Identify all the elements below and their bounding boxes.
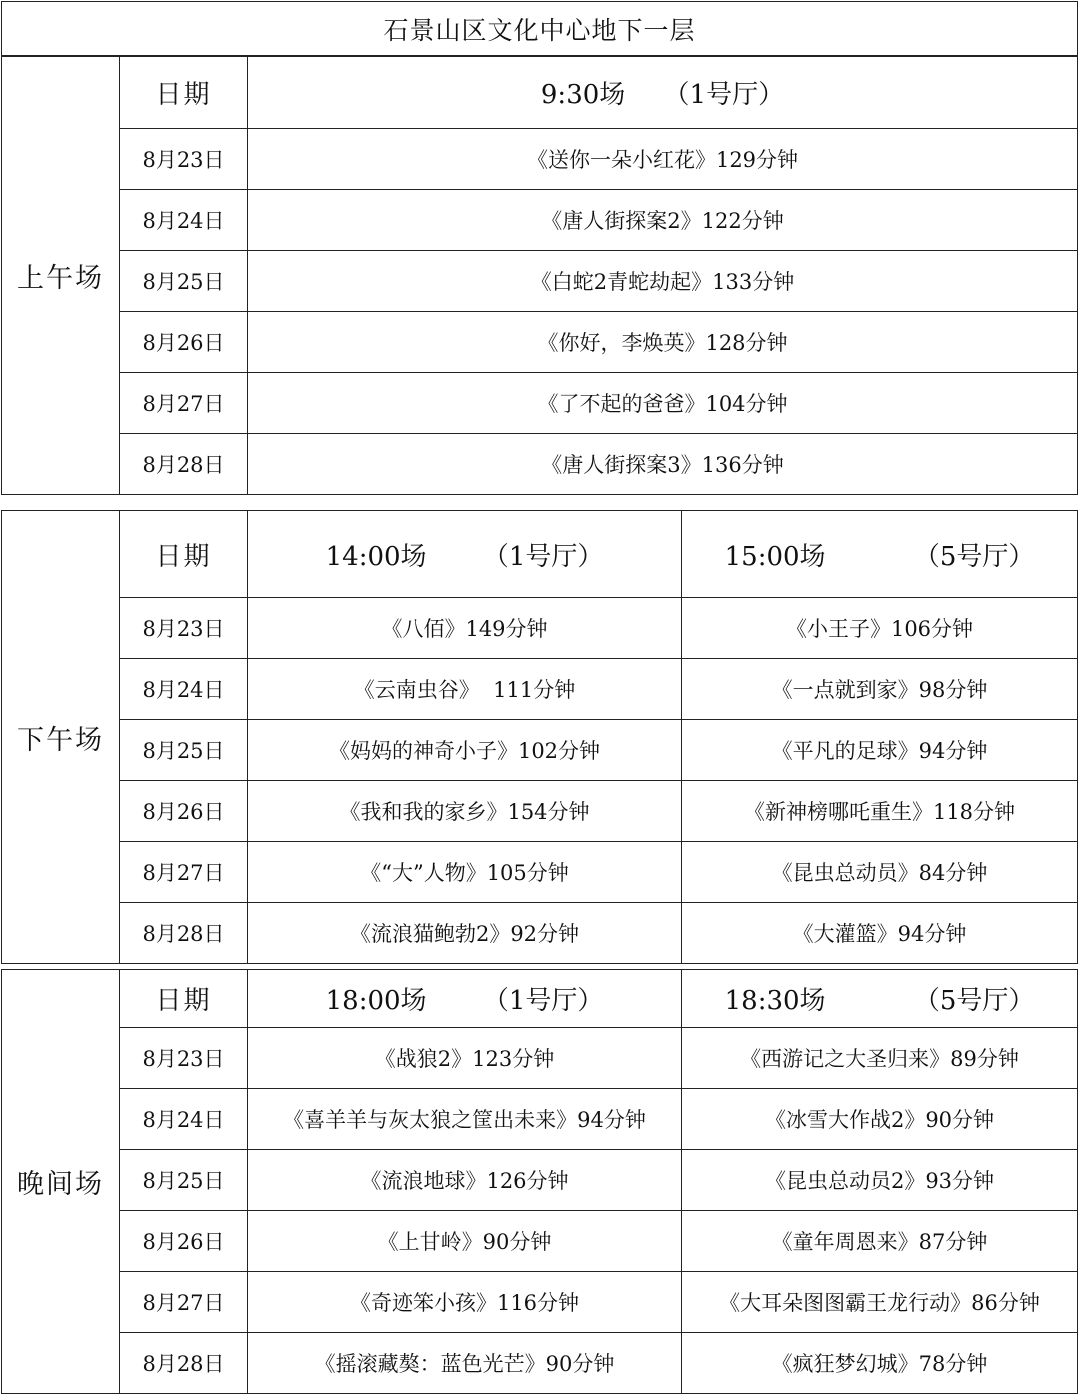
film-cell: 《西游记之大圣归来》89分钟 (682, 1028, 1078, 1089)
date-cell: 8月27日 (120, 373, 248, 434)
film-cell: 《“大”人物》105分钟 (248, 842, 682, 903)
table-row (2, 1272, 1078, 1333)
table-row (2, 373, 1078, 434)
section-label-evening: 晚间场 (2, 970, 120, 1394)
morning-schedule-table (1, 55, 1078, 495)
slot-header (682, 511, 1078, 598)
film-cell: 《云南虫谷》 111分钟 (248, 659, 682, 720)
date-cell: 8月28日 (120, 1333, 248, 1394)
section-label-morning: 上午场 (2, 56, 120, 495)
table-row (2, 251, 1078, 312)
table-row (2, 190, 1078, 251)
film-cell: 《小王子》106分钟 (682, 598, 1078, 659)
date-header: 日期 (120, 970, 248, 1028)
film-cell: 《摇滚藏獒：蓝色光芒》90分钟 (248, 1333, 682, 1394)
date-cell: 8月23日 (120, 1028, 248, 1089)
table-row (2, 312, 1078, 373)
slot-time: 18:00场 (325, 986, 427, 1016)
date-cell: 8月24日 (120, 659, 248, 720)
film-cell: 《新神榜哪吒重生》118分钟 (682, 781, 1078, 842)
page-title: 石景山区文化中心地下一层 (2, 2, 1078, 57)
table-row (2, 1089, 1078, 1150)
date-cell: 8月26日 (120, 781, 248, 842)
date-cell: 8月27日 (120, 1272, 248, 1333)
film-cell: 《八佰》149分钟 (248, 598, 682, 659)
slot-time: 15:00场 (724, 541, 826, 572)
film-cell: 《大灌篮》94分钟 (682, 903, 1078, 964)
film-cell: 《喜羊羊与灰太狼之筐出未来》94分钟 (248, 1089, 682, 1150)
film-cell: 《大耳朵图图霸王龙行动》86分钟 (682, 1272, 1078, 1333)
date-cell: 8月25日 (120, 720, 248, 781)
table-row (2, 1150, 1078, 1211)
slot-time: 14:00场 (325, 541, 427, 572)
film-cell: 《白蛇2青蛇劫起》133分钟 (248, 251, 1078, 312)
date-cell: 8月24日 (120, 190, 248, 251)
film-cell: 《疯狂梦幻城》78分钟 (682, 1333, 1078, 1394)
date-cell: 8月23日 (120, 129, 248, 190)
date-cell: 8月25日 (120, 251, 248, 312)
film-cell: 《上甘岭》90分钟 (248, 1211, 682, 1272)
slot-time: 9:30场 (540, 79, 626, 110)
film-cell: 《唐人街探案3》136分钟 (248, 434, 1078, 495)
film-cell: 《战狼2》123分钟 (248, 1028, 682, 1089)
film-cell: 《一点就到家》98分钟 (682, 659, 1078, 720)
slot-hall: （5号厅） (913, 986, 1035, 1016)
slot-time: 18:30场 (724, 986, 826, 1016)
slot-hall: （1号厅） (482, 541, 604, 572)
film-cell: 《冰雪大作战2》90分钟 (682, 1089, 1078, 1150)
title-table (1, 1, 1078, 57)
slot-hall: （1号厅） (663, 79, 785, 110)
evening-schedule-table (1, 969, 1078, 1394)
film-cell: 《我和我的家乡》154分钟 (248, 781, 682, 842)
date-cell: 8月28日 (120, 903, 248, 964)
film-cell: 《你好，李焕英》128分钟 (248, 312, 1078, 373)
film-cell: 《流浪猫鲍勃2》92分钟 (248, 903, 682, 964)
table-row (2, 1028, 1078, 1089)
section-label-afternoon: 下午场 (2, 511, 120, 964)
date-cell: 8月23日 (120, 598, 248, 659)
film-cell: 《了不起的爸爸》104分钟 (248, 373, 1078, 434)
slot-hall: （1号厅） (482, 986, 604, 1016)
film-cell: 《唐人街探案2》122分钟 (248, 190, 1078, 251)
date-cell: 8月25日 (120, 1150, 248, 1211)
table-row (2, 659, 1078, 720)
date-cell: 8月28日 (120, 434, 248, 495)
date-header: 日期 (120, 56, 248, 129)
date-cell: 8月27日 (120, 842, 248, 903)
film-cell: 《平凡的足球》94分钟 (682, 720, 1078, 781)
table-row (2, 720, 1078, 781)
slot-hall: （5号厅） (913, 541, 1035, 572)
date-cell: 8月26日 (120, 1211, 248, 1272)
table-row (2, 434, 1078, 495)
film-cell: 《妈妈的神奇小子》102分钟 (248, 720, 682, 781)
slot-header (248, 970, 682, 1028)
film-cell: 《童年周恩来》87分钟 (682, 1211, 1078, 1272)
film-cell: 《奇迹笨小孩》116分钟 (248, 1272, 682, 1333)
slot-header (248, 56, 1078, 129)
slot-header (682, 970, 1078, 1028)
date-cell: 8月24日 (120, 1089, 248, 1150)
film-cell: 《送你一朵小红花》129分钟 (248, 129, 1078, 190)
date-cell: 8月26日 (120, 312, 248, 373)
film-cell: 《流浪地球》126分钟 (248, 1150, 682, 1211)
table-row (2, 842, 1078, 903)
film-cell: 《昆虫总动员2》93分钟 (682, 1150, 1078, 1211)
table-row (2, 781, 1078, 842)
table-row (2, 598, 1078, 659)
table-row (2, 129, 1078, 190)
film-cell: 《昆虫总动员》84分钟 (682, 842, 1078, 903)
date-header: 日期 (120, 511, 248, 598)
table-row (2, 1211, 1078, 1272)
slot-header (248, 511, 682, 598)
afternoon-schedule-table (1, 510, 1078, 964)
table-row (2, 1333, 1078, 1394)
table-row (2, 903, 1078, 964)
